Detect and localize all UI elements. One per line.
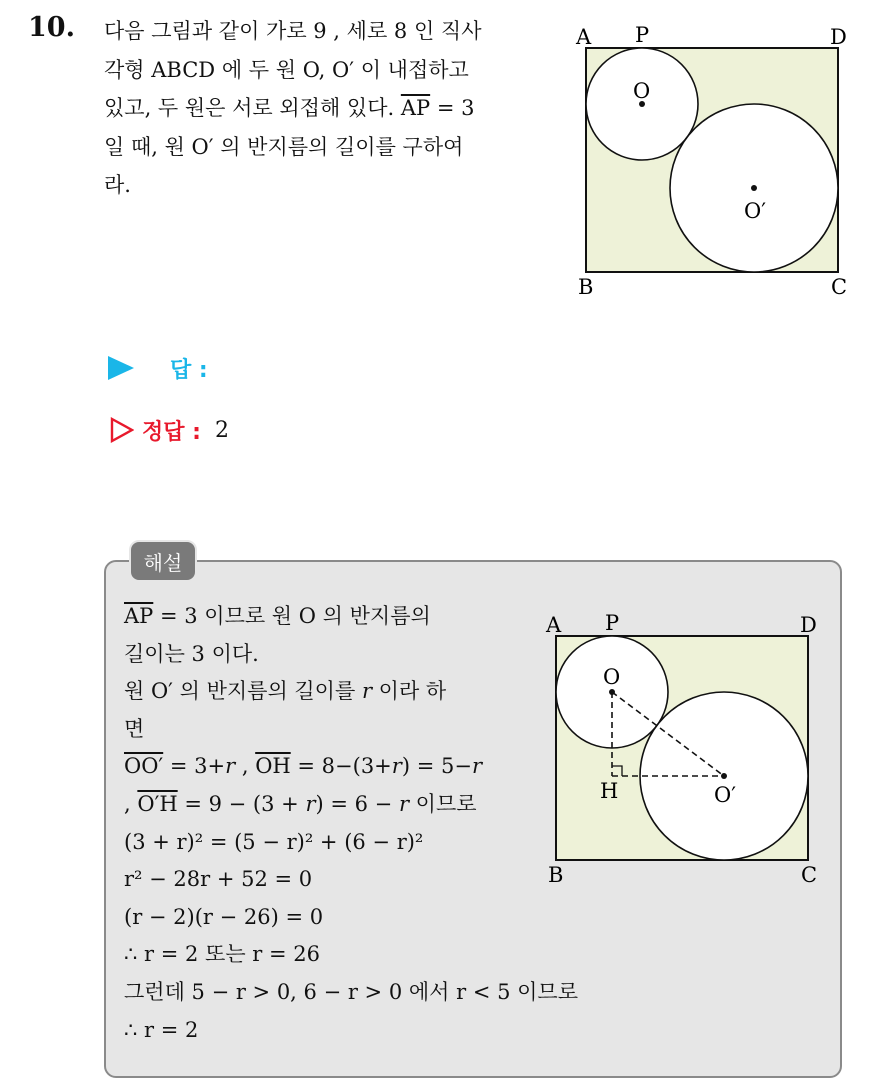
var-r: r [471,754,482,779]
var-r: r [305,791,316,816]
answer-label: 답 : [170,357,208,383]
text: , [124,791,138,816]
text: 있고, 두 원은 서로 외접해 있다. [104,96,401,120]
label-a: A [576,25,592,49]
question-figure [572,18,862,308]
question-text [104,12,554,205]
text: 이라 하 [371,679,447,704]
text: 원 O′ 의 반지름의 길이를 [124,679,362,704]
solution-line: ∴ r = 2 또는 r = 26 [124,942,321,967]
label-o: O [633,79,651,103]
solution-line: (r − 2)(r − 26) = 0 [124,904,324,929]
correct-answer-value: 2 [214,417,229,443]
label-d: D [830,25,847,49]
text: = 9 − (3 + [177,791,306,816]
var-r: r [391,754,402,779]
solution-line: 면 [124,716,145,741]
solution-line: ∴ r = 2 [124,1017,199,1042]
var-r: r [398,791,409,816]
label-o-prime: O′ [744,199,766,223]
solution-line: r² − 28r + 52 = 0 [124,867,313,892]
correct-answer-label: 정답 : [142,419,201,445]
text: = 3 이므로 원 O 의 반지름의 [153,604,431,628]
question-line: 라. [104,173,131,197]
question-line: 일 때, 원 O′ 의 반지름의 길이를 구하여 [104,134,464,159]
label-d: D [800,613,817,637]
text: = 3 [430,96,475,120]
correct-arrow-icon [110,417,134,443]
text: ) = 5− [401,754,472,779]
label-c: C [801,863,818,887]
label-a: A [546,613,562,637]
text: = 3+ [163,754,226,779]
segment-oo-prime: OO′ [124,754,164,779]
label-h: H [600,779,619,803]
solution-line: 그런데 5 − r > 0, 6 − r > 0 에서 r < 5 이므로 [124,979,578,1004]
label-c: C [831,275,848,299]
solution-tag: 해설 [129,540,197,582]
segment-ap: $\overline{AP}$ [124,604,154,628]
segment-ap: $\overline{AP}$ [400,96,431,120]
label-o: O [603,665,621,689]
label-p: P [635,23,650,47]
question-line [104,89,554,128]
center-o-prime [751,185,757,191]
var-r: r [361,679,372,704]
label-b: B [548,863,564,887]
text: = 8−(3+ [290,754,392,779]
center-o [609,689,615,695]
solution-line: 길이는 3 이다. [124,641,259,666]
segment-o-prime-h: O′H [137,791,178,816]
text: , [235,754,256,779]
question-line: 각형 ABCD 에 두 원 O, O′ 이 내접하고 [104,57,469,82]
correct-answer-row [110,410,229,450]
text: ) = 6 − [315,791,399,816]
answer-arrow-icon [108,356,134,380]
text: 이므로 [408,791,477,816]
label-o-prime: O′ [714,783,736,807]
segment-oh: $\overline{OH}$ [255,754,291,779]
solution-figure [542,606,832,896]
question-line: 다음 그림과 같이 가로 9 , 세로 8 인 직사 [104,19,482,43]
answer-row [108,348,208,388]
center-o-prime [721,773,727,779]
var-r: r [225,754,236,779]
label-p: P [605,611,620,635]
label-b: B [578,275,594,299]
question-number: 10. [28,12,75,43]
solution-line: (3 + r)² = (5 − r)² + (6 − r)² [124,829,424,854]
